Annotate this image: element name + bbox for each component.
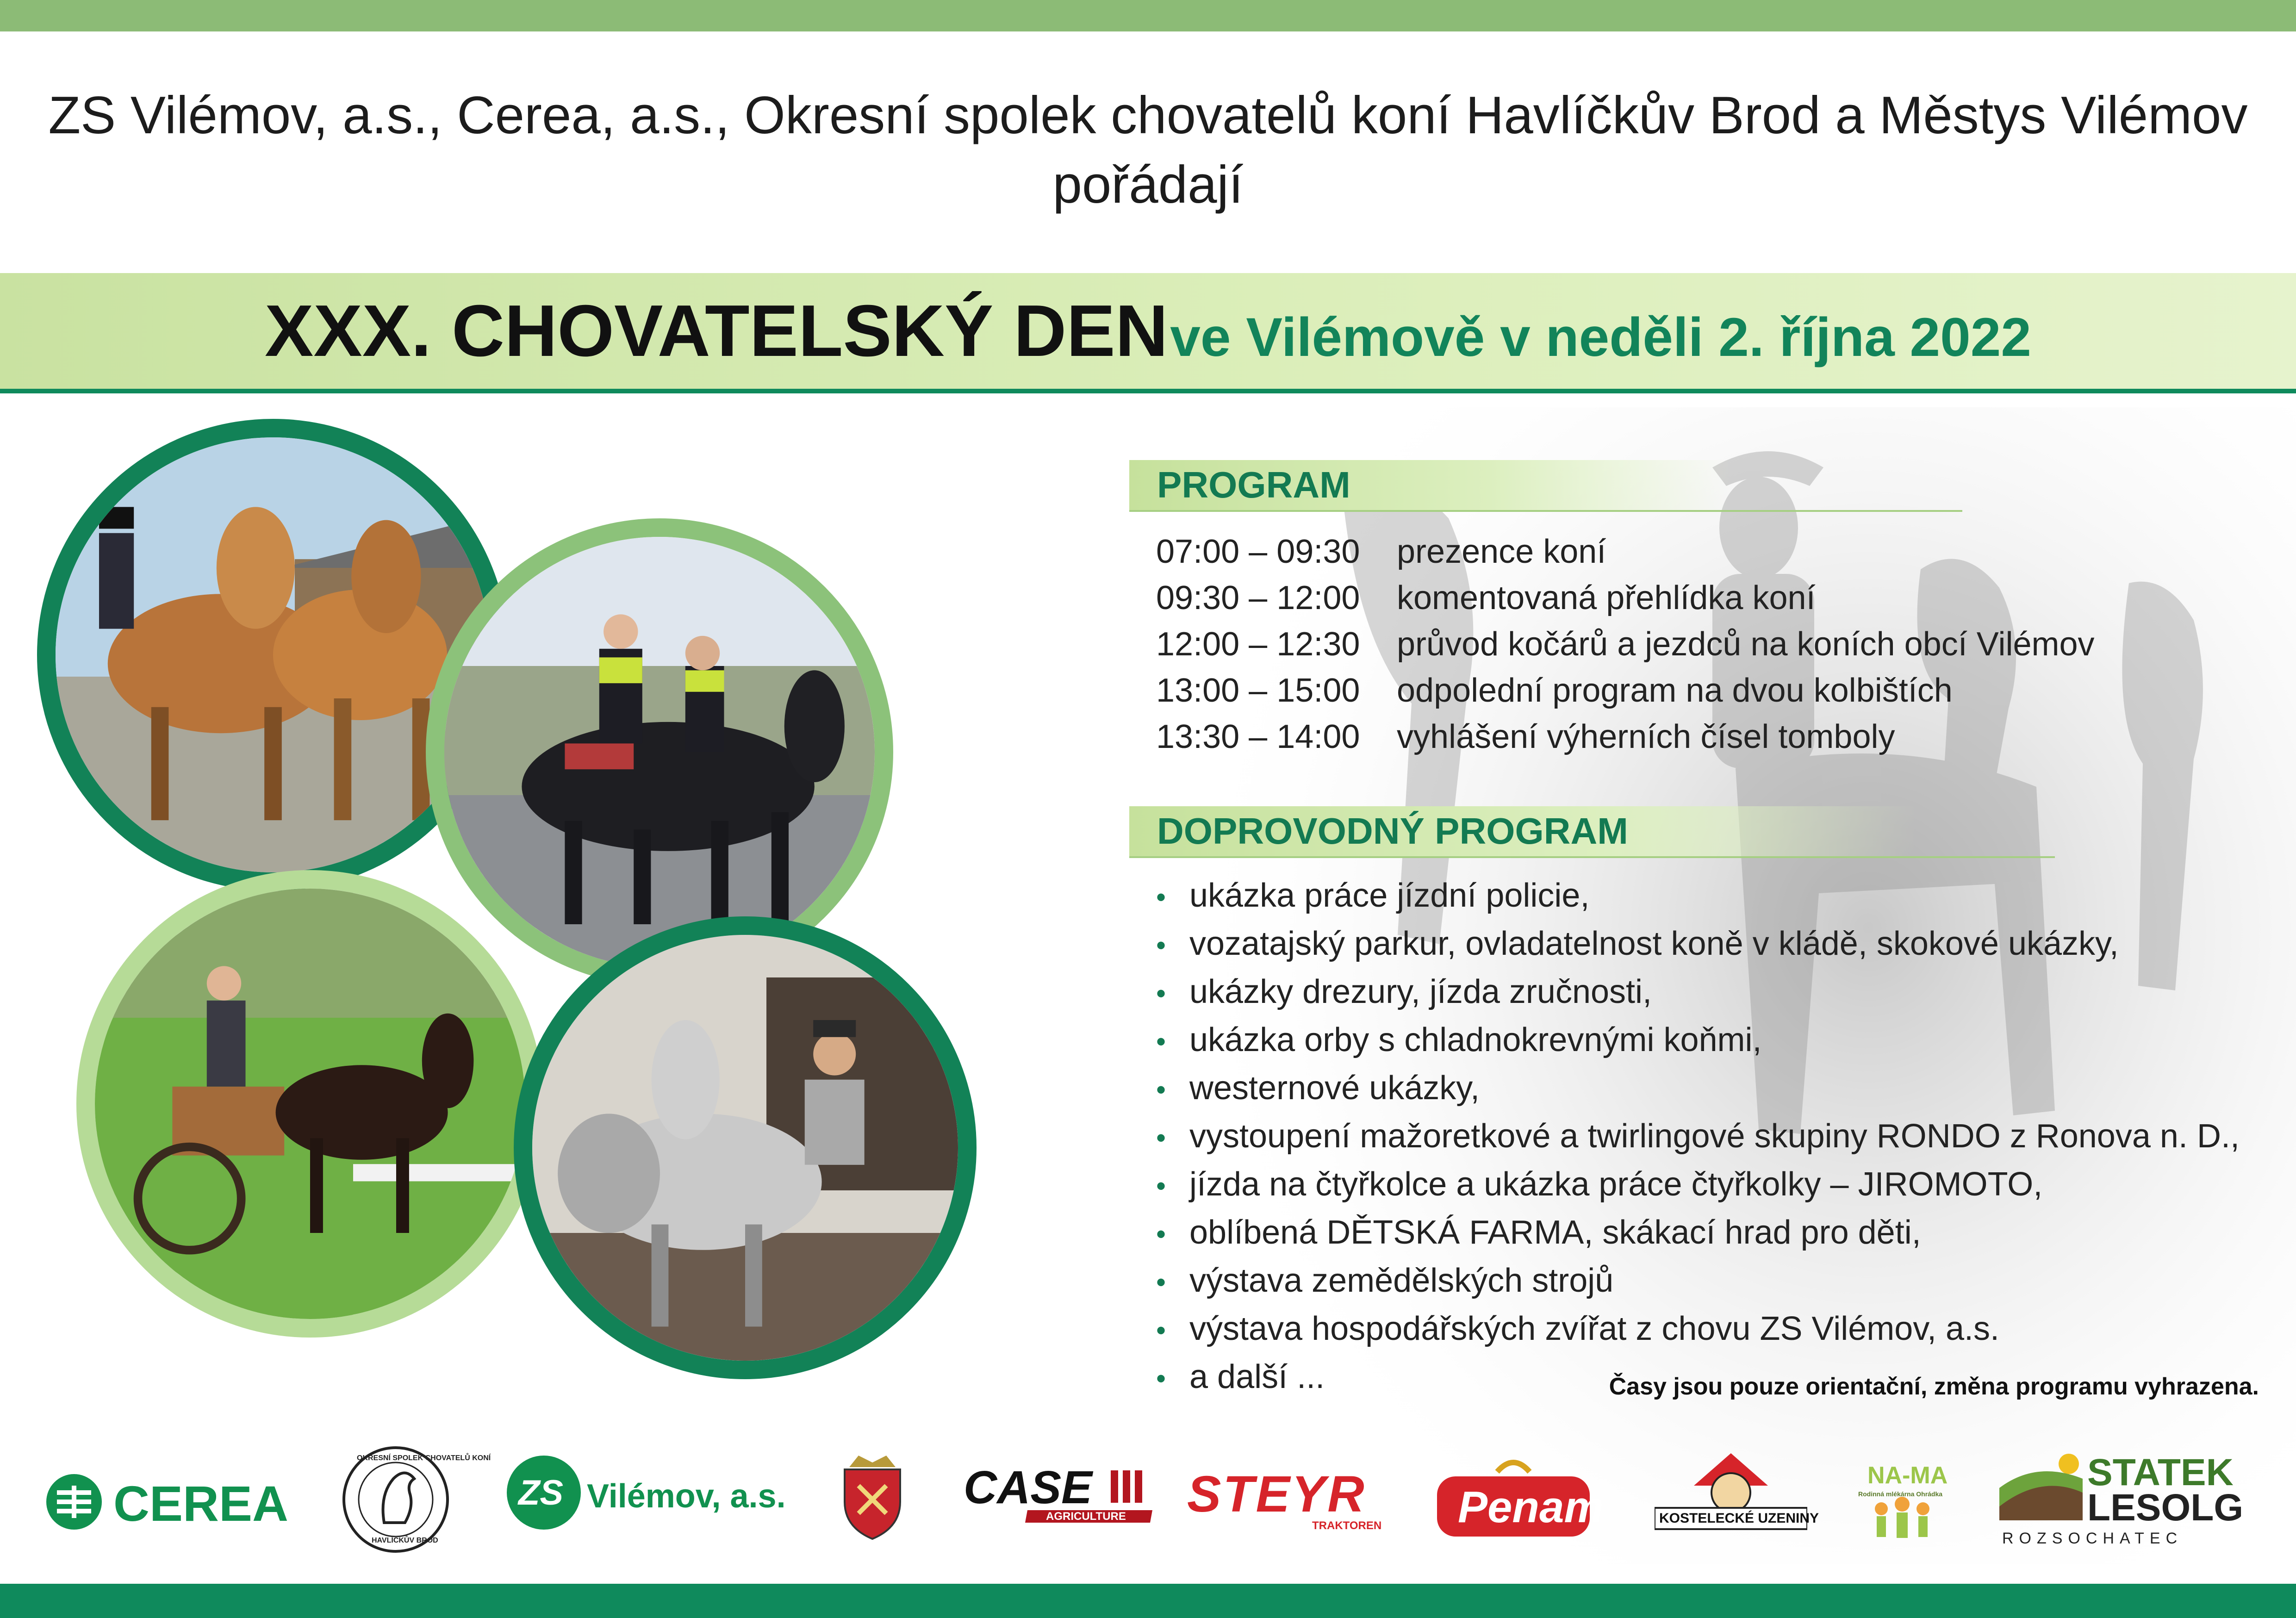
extra-program-item xyxy=(1156,1065,2240,1113)
zs-vilemov-wordmark: Vilémov, a.s. xyxy=(587,1478,786,1515)
program-label: prezence koní xyxy=(1397,533,1606,570)
program-label: průvod kočárů a jezdců na koních obcí Vilémov xyxy=(1397,626,2095,663)
kostelecke-uzeniny-logo xyxy=(1655,1453,1819,1532)
bullet-icon: • xyxy=(1156,930,1166,961)
extra-program-item xyxy=(1156,921,2240,969)
case-wordmark: CASE xyxy=(964,1462,1092,1513)
extra-program-label: vystoupení mažoretkové a twirlingové skupiny RONDO z Ronova n. D., xyxy=(1189,1118,2240,1155)
program-label: odpolední program na dvou kolbištích xyxy=(1397,672,1953,709)
program-item xyxy=(1156,667,2095,714)
extra-program-label: a další ... xyxy=(1189,1358,1325,1395)
extra-program-label: výstava hospodářských zvířat z chovu ZS Vilémov, a.s. xyxy=(1189,1310,2000,1347)
zs-mark: ZS xyxy=(518,1473,564,1512)
program-item xyxy=(1156,529,2095,575)
extra-program-item xyxy=(1156,1306,2240,1354)
photo-spotted-horses xyxy=(514,916,977,1379)
extra-program-label: výstava zemědělských strojů xyxy=(1189,1262,1614,1299)
bullet-icon: • xyxy=(1156,1315,1166,1346)
rozsochatec-wordmark: ROZSOCHATEC xyxy=(2002,1530,2183,1547)
extra-program-item xyxy=(1156,1257,2240,1306)
extra-program-item xyxy=(1156,872,2240,921)
extra-program-item xyxy=(1156,969,2240,1017)
event-title xyxy=(0,287,2296,398)
program-label: vyhlášení výherních čísel tomboly xyxy=(1397,718,1895,755)
bullet-icon: • xyxy=(1156,1026,1166,1057)
bullet-icon: • xyxy=(1156,1170,1166,1201)
extra-program-label: ukázky drezury, jízda zručnosti, xyxy=(1189,973,1652,1010)
extra-program-label: westernové ukázky, xyxy=(1189,1070,1480,1107)
program-list xyxy=(1156,529,2095,760)
extra-program-label: oblíbená DĚTSKÁ FARMA, skákací hrad pro děti, xyxy=(1189,1214,1921,1251)
steyr-subline: TRAKTOREN xyxy=(1312,1519,1382,1532)
extra-program-heading-rule xyxy=(1129,856,2055,858)
statek-lesolg-logo xyxy=(1999,1451,2244,1547)
nama-wordmark: NA-MA xyxy=(1867,1462,1948,1489)
extra-program-item xyxy=(1156,1209,2240,1257)
program-item xyxy=(1156,621,2095,667)
case-subline: AGRICULTURE xyxy=(1046,1510,1126,1523)
cerea-wordmark: CEREA xyxy=(113,1475,289,1531)
program-heading-rule xyxy=(1129,510,1962,512)
event-title-date: ve Vilémově v neděli 2. října 2022 xyxy=(1170,307,2031,368)
extra-program-heading: DOPROVODNÝ PROGRAM xyxy=(1129,806,1916,856)
bullet-icon: • xyxy=(1156,1267,1166,1298)
zs-vilemov-logo xyxy=(504,1453,786,1532)
cerea-grain-icon xyxy=(44,1472,104,1532)
nama-subline: Rodinná mlékárna Ohrádka xyxy=(1858,1490,1943,1498)
organizers-verb: pořádají xyxy=(1052,156,1244,214)
penam-wordmark: Penam xyxy=(1458,1482,1604,1532)
event-title-main: XXX. CHOVATELSKÝ DEN xyxy=(264,290,1168,372)
photo-carriage-driving xyxy=(76,870,544,1338)
program-time: 12:00 – 12:30 xyxy=(1156,626,1360,663)
extra-program-label: jízda na čtyřkolce a ukázka práce čtyřkolky – JIROMOTO, xyxy=(1189,1166,2043,1203)
bullet-icon: • xyxy=(1156,978,1166,1009)
extra-program-label: ukázka orby s chladnokrevnými koňmi, xyxy=(1189,1021,1762,1058)
spolek-chovatelu-logo xyxy=(340,1444,491,1555)
bullet-icon: • xyxy=(1156,1122,1166,1153)
extra-program-label: ukázka práce jízdní policie, xyxy=(1189,877,1590,914)
program-item xyxy=(1156,575,2095,621)
spolek-name-top: OKRESNÍ SPOLEK CHOVATELŮ KONÍ xyxy=(357,1454,491,1462)
bullet-icon: • xyxy=(1156,1363,1166,1394)
spolek-name-bottom: HAVLÍČKŮV BROD xyxy=(372,1537,438,1544)
kostelecke-wordmark: KOSTELECKÉ UZENINY xyxy=(1659,1511,1819,1526)
program-label: komentovaná přehlídka koní xyxy=(1397,579,1816,616)
program-time: 09:30 – 12:00 xyxy=(1156,579,1360,616)
photo-mounted-police xyxy=(426,518,893,986)
top-bar xyxy=(0,0,2296,31)
extra-program-item xyxy=(1156,1161,2240,1209)
cerea-logo xyxy=(44,1472,289,1532)
program-heading: PROGRAM xyxy=(1129,460,1731,510)
nama-logo xyxy=(1858,1458,1946,1546)
program-time: 13:30 – 14:00 xyxy=(1156,718,1360,755)
steyr-wordmark: STEYR xyxy=(1187,1466,1366,1523)
statek-fields-icon xyxy=(1999,1451,2083,1520)
extra-program-list xyxy=(1156,872,2240,1402)
bullet-icon: • xyxy=(1156,1074,1166,1105)
extra-program-item xyxy=(1156,1017,2240,1065)
bullet-icon: • xyxy=(1156,1219,1166,1250)
statek-wordmark: STATEK xyxy=(2087,1451,2234,1494)
program-time: 13:00 – 15:00 xyxy=(1156,672,1360,709)
bullet-icon: • xyxy=(1156,882,1166,913)
case-agriculture-logo xyxy=(953,1462,1152,1525)
penam-logo xyxy=(1432,1453,1604,1541)
program-item xyxy=(1156,714,2095,760)
coat-of-arms-icon xyxy=(835,1449,909,1541)
organizers-header xyxy=(0,81,2296,220)
extra-program-item xyxy=(1156,1113,2240,1161)
lesolg-wordmark: LESOLG xyxy=(2087,1487,2244,1529)
disclaimer-note: Časy jsou pouze orientační, změna programu vyhrazena. xyxy=(1609,1373,2259,1400)
program-time: 07:00 – 09:30 xyxy=(1156,533,1360,570)
organizers-line: ZS Vilémov, a.s., Cerea, a.s., Okresní spolek chovatelů koní Havlíčkův Brod a Městys Vilémov xyxy=(48,86,2248,145)
bottom-bar xyxy=(0,1584,2296,1618)
extra-program-label: vozatajský parkur, ovladatelnost koně v kládě, skokové ukázky, xyxy=(1189,925,2119,962)
vilemov-coat-of-arms xyxy=(835,1449,909,1541)
